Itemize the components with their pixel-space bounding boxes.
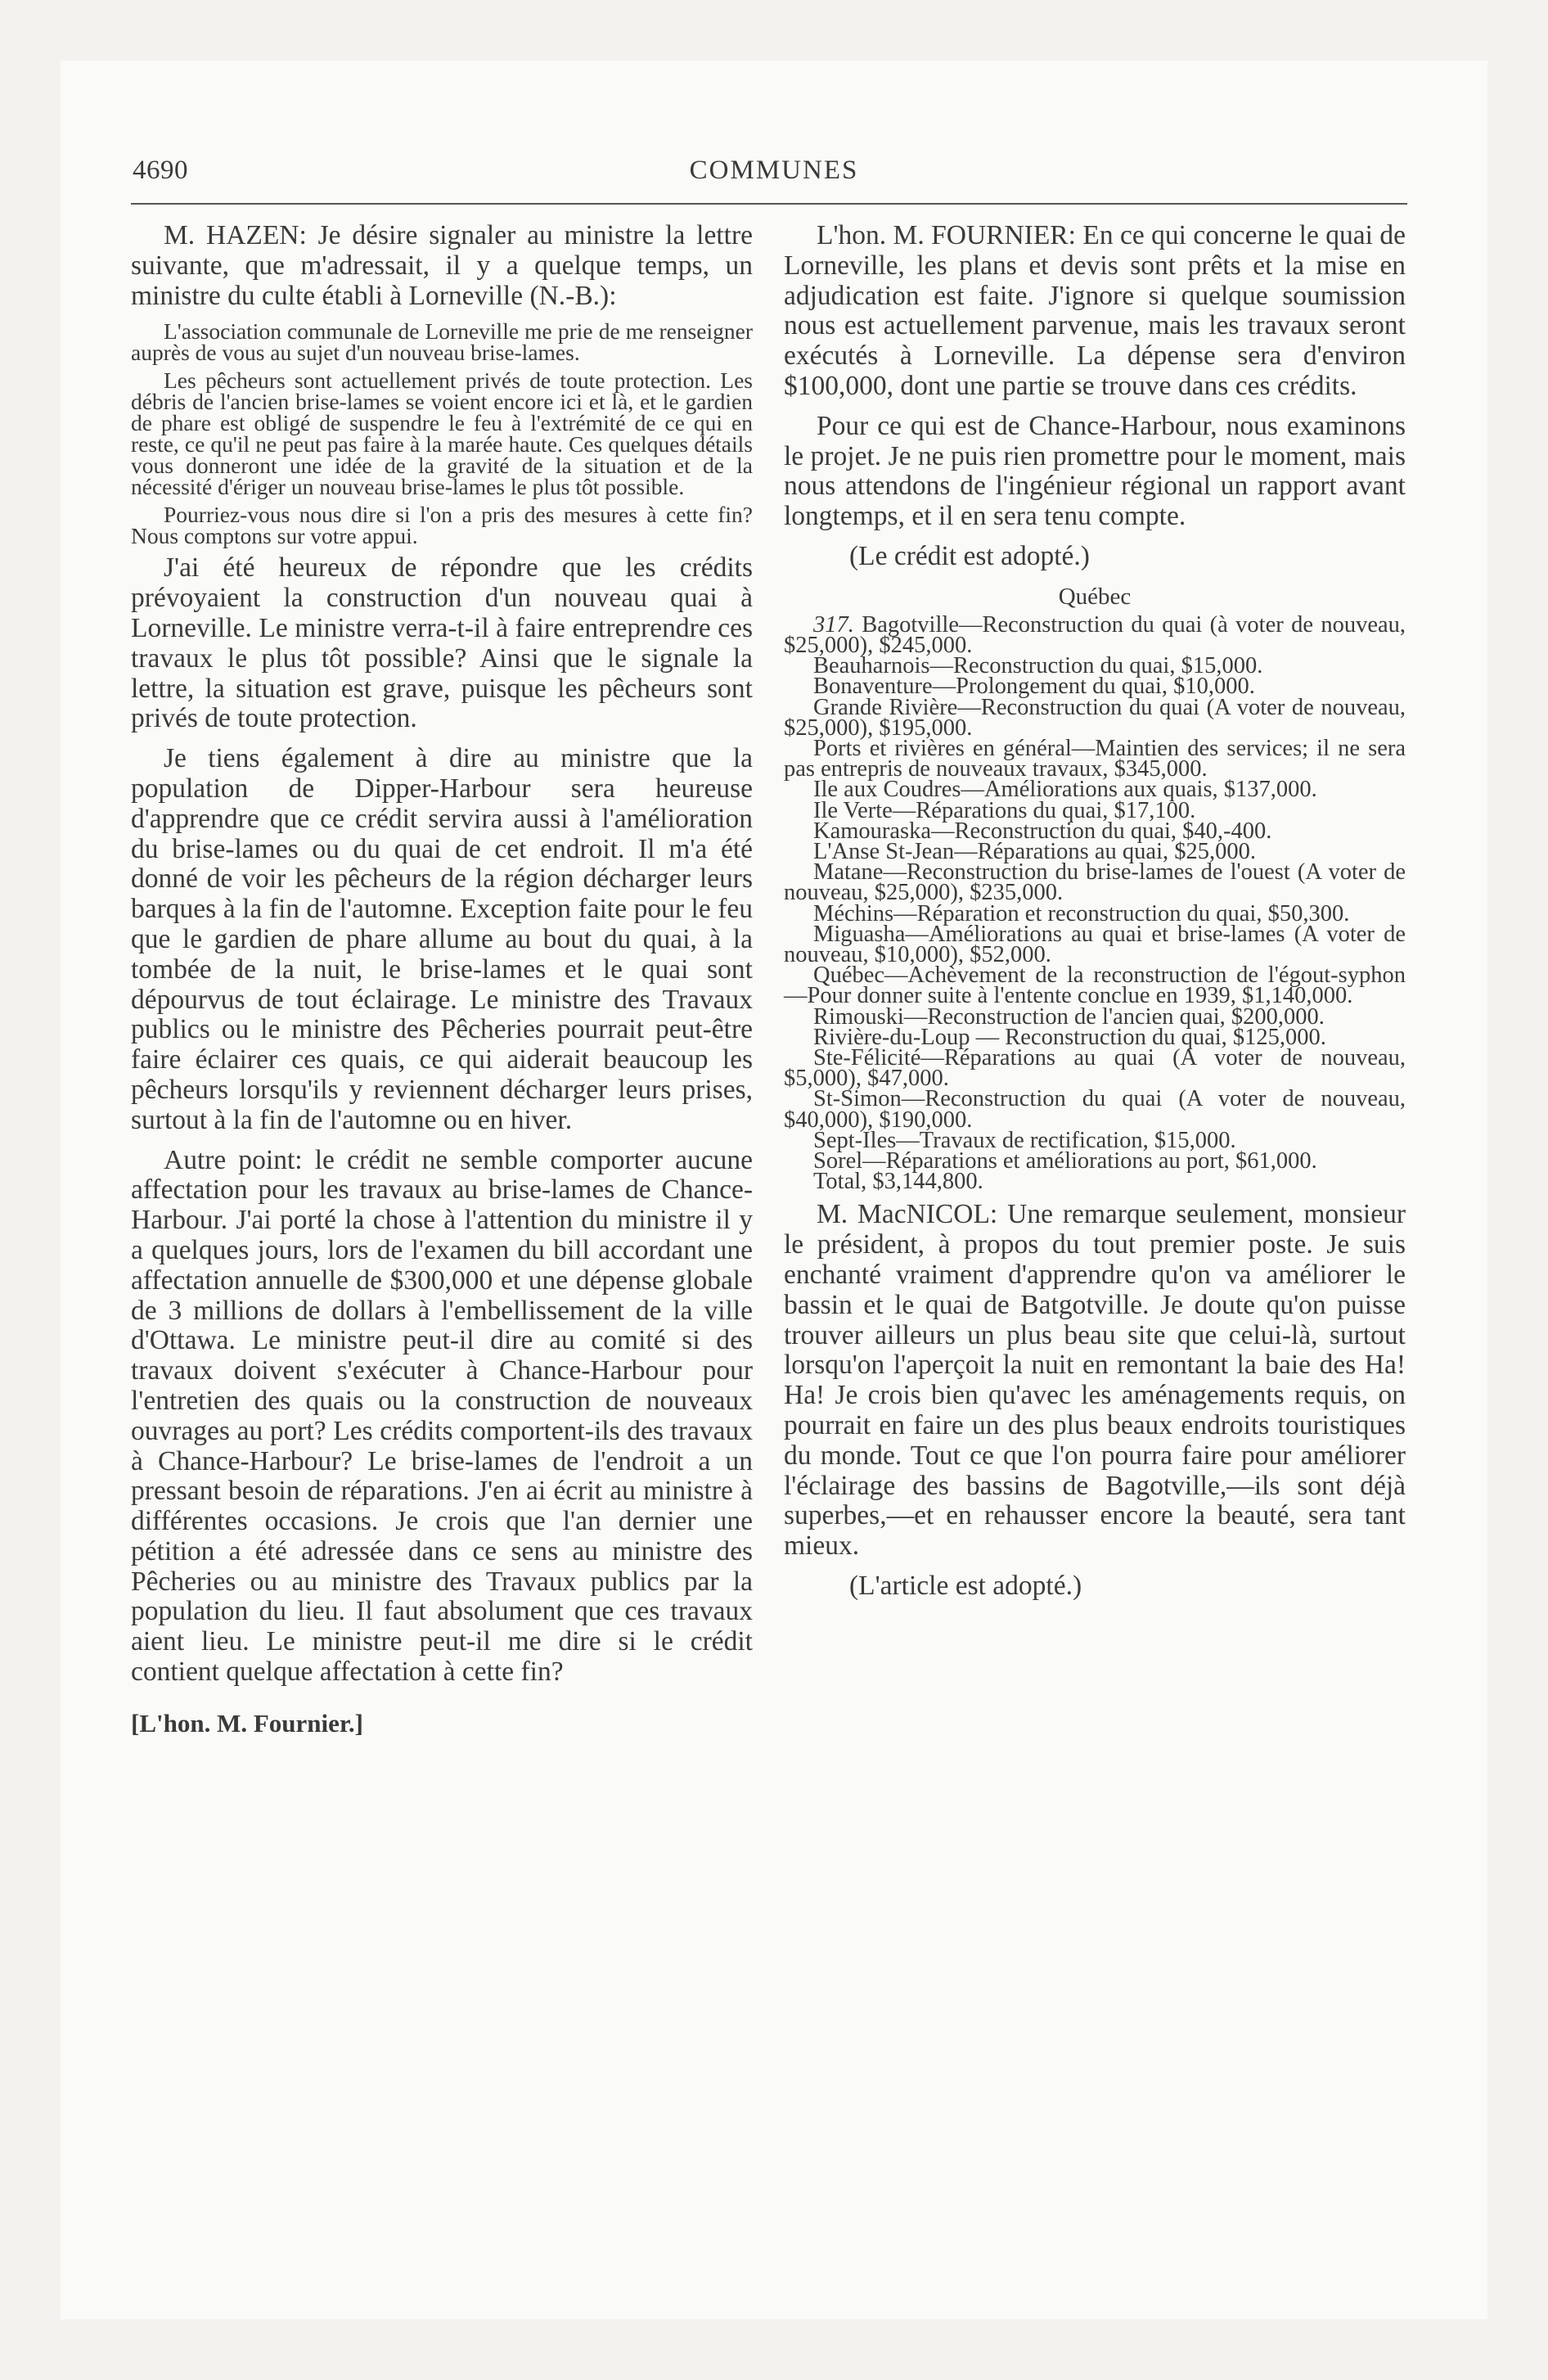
item-text: Matane—Reconstruction du brise-lames de l'ouest (A voter de nouveau, $25,000), $235,000. xyxy=(784,859,1406,906)
item-text: Bagotville—Reconstruction du quai (à voter de nouveau, $25,000), $245,000. xyxy=(784,611,1406,658)
item-text: Rivière-du-Loup — Reconstruction du quai, $125,000. xyxy=(813,1024,1326,1050)
item-text: St-Simon—Reconstruction du quai (A voter de nouveau, $40,000), $190,000. xyxy=(784,1086,1406,1133)
appropriation-item xyxy=(784,694,1406,741)
appropriation-item xyxy=(784,859,1406,906)
section-heading-quebec: Québec xyxy=(1058,583,1132,610)
appropriation-item xyxy=(784,1045,1406,1092)
item-text: Beauharnois—Reconstruction du quai, $15,000. xyxy=(813,653,1263,679)
header-rule xyxy=(131,203,1407,205)
item-text: Rimouski—Reconstruction de l'ancien quai, $200,000. xyxy=(813,1003,1325,1030)
letter-quote-3: Pourriez-vous nous dire si l'on a pris des mesures à cette fin? Nous comptons sur votre appui. xyxy=(131,502,753,549)
appropriation-item xyxy=(784,611,1406,658)
item-text: Sept-Iles—Travaux de rectification, $15,000. xyxy=(813,1127,1236,1153)
item-number: 317. xyxy=(813,611,854,638)
adopted-note-2: (L'article est adopté.) xyxy=(849,1571,1082,1602)
item-text: Miguasha—Améliorations au quai et brise-lames (A voter de nouveau, $10,000), $52,000. xyxy=(784,921,1406,968)
appropriation-item xyxy=(784,921,1406,968)
item-text: Ste-Félicité—Réparations au quai (A voter de nouveau, $5,000), $47,000. xyxy=(784,1045,1406,1092)
running-footer: [L'hon. M. Fournier.] xyxy=(131,1708,363,1738)
page-number: 4690 xyxy=(133,156,188,185)
item-text: Bonaventure—Prolongement du quai, $10,000. xyxy=(813,674,1255,700)
item-text: Ile aux Coudres—Améliorations aux quais, $137,000. xyxy=(813,777,1317,803)
hazen-paragraph-4: Autre point: le crédit ne semble comporter aucune affectation pour les travaux au brise-lames de Chance-Harbour. J'ai porté la chose à l'attention du ministre il y a quelques jours, lors de l'examen du bill accordant une affectation annuelle de $300,000 et une dépense globale de 3 millions de dollars à l'embellissement de la ville d'Ottawa. Le ministre peut-il dire au comité si des travaux doivent s'exécuter à Chance-Harbour pour l'entretien des quais ou la construction de nouveaux ouvrages au port? Les crédits comportent-ils des travaux à Chance-Harbour? Le brise-lames de l'endroit a un pressant besoin de réparations. J'en ai écrit au ministre à différentes occasions. Je crois que l'an dernier une pétition a été adressée dans ce sens au ministre des Pêcheries ou au ministre des Travaux publics par la population du lieu. Il faut absolument que ces travaux aient lieu. Le ministre peut-il me dire si le crédit contient quelque affectation à cette fin? xyxy=(131,1144,753,1688)
letter-quote-2: Les pêcheurs sont actuellement privés de toute protection. Les débris de l'ancien brise-lames se voient encore ici et là, et le gardien de phare est obligé de suspendre le feu à l'extrémité de ce qui en reste, ce qu'il ne peut pas faire à la marée haute. Ces quelques détails vous donneront une idée de la gravité de la situation et de la nécessité d'ériger un nouveau brise-lames le plus tôt possible. xyxy=(131,367,753,500)
adopted-note-1: (Le crédit est adopté.) xyxy=(849,540,1090,571)
item-text: Ile Verte—Réparations du quai, $17,100. xyxy=(813,797,1196,823)
hazen-paragraph-2: J'ai été heureux de répondre que les crédits prévoyaient la construction d'un nouveau quai à Lorneville. Le ministre verra-t-il à faire entreprendre ces travaux le plus tôt possible? Ainsi que le signale la lettre, la situation est grave, puisque les pêcheurs sont privés de toute protection. xyxy=(131,552,753,734)
appropriation-item xyxy=(784,962,1406,1009)
item-text: Sorel—Réparations et améliorations au port, $61,000. xyxy=(813,1148,1317,1174)
fournier-reply-1: L'hon. M. FOURNIER: En ce qui concerne le quai de Lorneville, les plans et devis sont prêts et la mise en adjudication est faite. J'ignore si quelque soumission nous est actuellement parvenue, mais les travaux seront exécutés à Lorneville. La dépense sera d'environ $100,000, dont une partie se trouve dans ces crédits. xyxy=(784,220,1406,401)
right-column xyxy=(784,221,1406,1611)
item-text: Total, $3,144,800. xyxy=(813,1169,983,1195)
hazen-paragraph-3: Je tiens également à dire au ministre que la population de Dipper-Harbour sera heureuse d'apprendre que ce crédit servira aussi à l'amélioration du brise-lames ou du quai de cet endroit. Il m'a été donné de voir les pêcheurs de la région décharger leurs barques à la fin de l'automne. Exception faite pour le feu que le gardien de phare allume au bout du quai, à la tombée de la nuit, le brise-lames et le quai sont dépourvus de tout éclairage. Le ministre des Travaux publics ou le ministre des Pêcheries pourrait peut-être faire éclairer ces quais, ce qui aiderait beaucoup les pêcheurs lorsqu'ils y reviennent décharger leurs prises, surtout à la fin de l'automne ou en hiver. xyxy=(131,743,753,1135)
page-title: COMMUNES xyxy=(689,156,859,185)
letter-quote-1: L'association communale de Lorneville me prie de me renseigner auprès de vous au sujet d'un nouveau brise-lames. xyxy=(131,318,753,366)
fournier-reply-2: Pour ce qui est de Chance-Harbour, nous examinons le projet. Je ne puis rien promettre pour le moment, mais nous attendons de l'ingénieur régional un rapport avant longtemps, et il en sera tenu compte. xyxy=(784,410,1406,532)
macnicol-remark: M. MacNICOL: Une remarque seulement, monsieur le président, à propos du tout premier poste. Je suis enchanté vraiment d'apprendre qu'on va améliorer le bassin et le quai de Batgotville. Je doute qu'on puisse trouver ailleurs un plus beau site que celui-là, surtout lorsqu'on l'aperçoit la nuit en remontant la baie des Ha! Ha! Je crois bien qu'avec les aménagements requis, on pourrait en faire un des plus beaux endroits touristiques du monde. Tout ce que l'on pourra faire pour améliorer l'éclairage des bassins de Bagotville,—ils sont déjà superbes,—et en rehausser encore la beauté, sera tant mieux. xyxy=(784,1199,1406,1562)
hazen-intro: M. HAZEN: Je désire signaler au ministre la lettre suivante, que m'adressait, il y a quelque temps, un ministre du culte établi à Lorneville (N.-B.): xyxy=(131,220,753,311)
item-text: Ports et rivières en général—Maintien des services; il ne sera pas entrepris de nouveaux travaux, $345,000. xyxy=(784,735,1406,782)
item-text: Kamouraska—Reconstruction du quai, $40,-400. xyxy=(813,818,1272,844)
appropriation-item xyxy=(784,1169,1406,1195)
item-text: L'Anse St-Jean—Réparations au quai, $25,000. xyxy=(813,839,1256,864)
item-text: Méchins—Réparation et reconstruction du quai, $50,300. xyxy=(813,900,1350,926)
item-text: Québec—Achèvement de la reconstruction de l'égout-syphon—Pour donner suite à l'entente conclue en 1939, $1,140,000. xyxy=(784,962,1406,1009)
appropriation-item xyxy=(784,735,1406,782)
appropriation-item xyxy=(784,1086,1406,1133)
left-column xyxy=(131,221,753,1740)
item-text: Grande Rivière—Reconstruction du quai (A voter de nouveau, $25,000), $195,000. xyxy=(784,694,1406,741)
appropriation-list xyxy=(784,611,1406,1195)
